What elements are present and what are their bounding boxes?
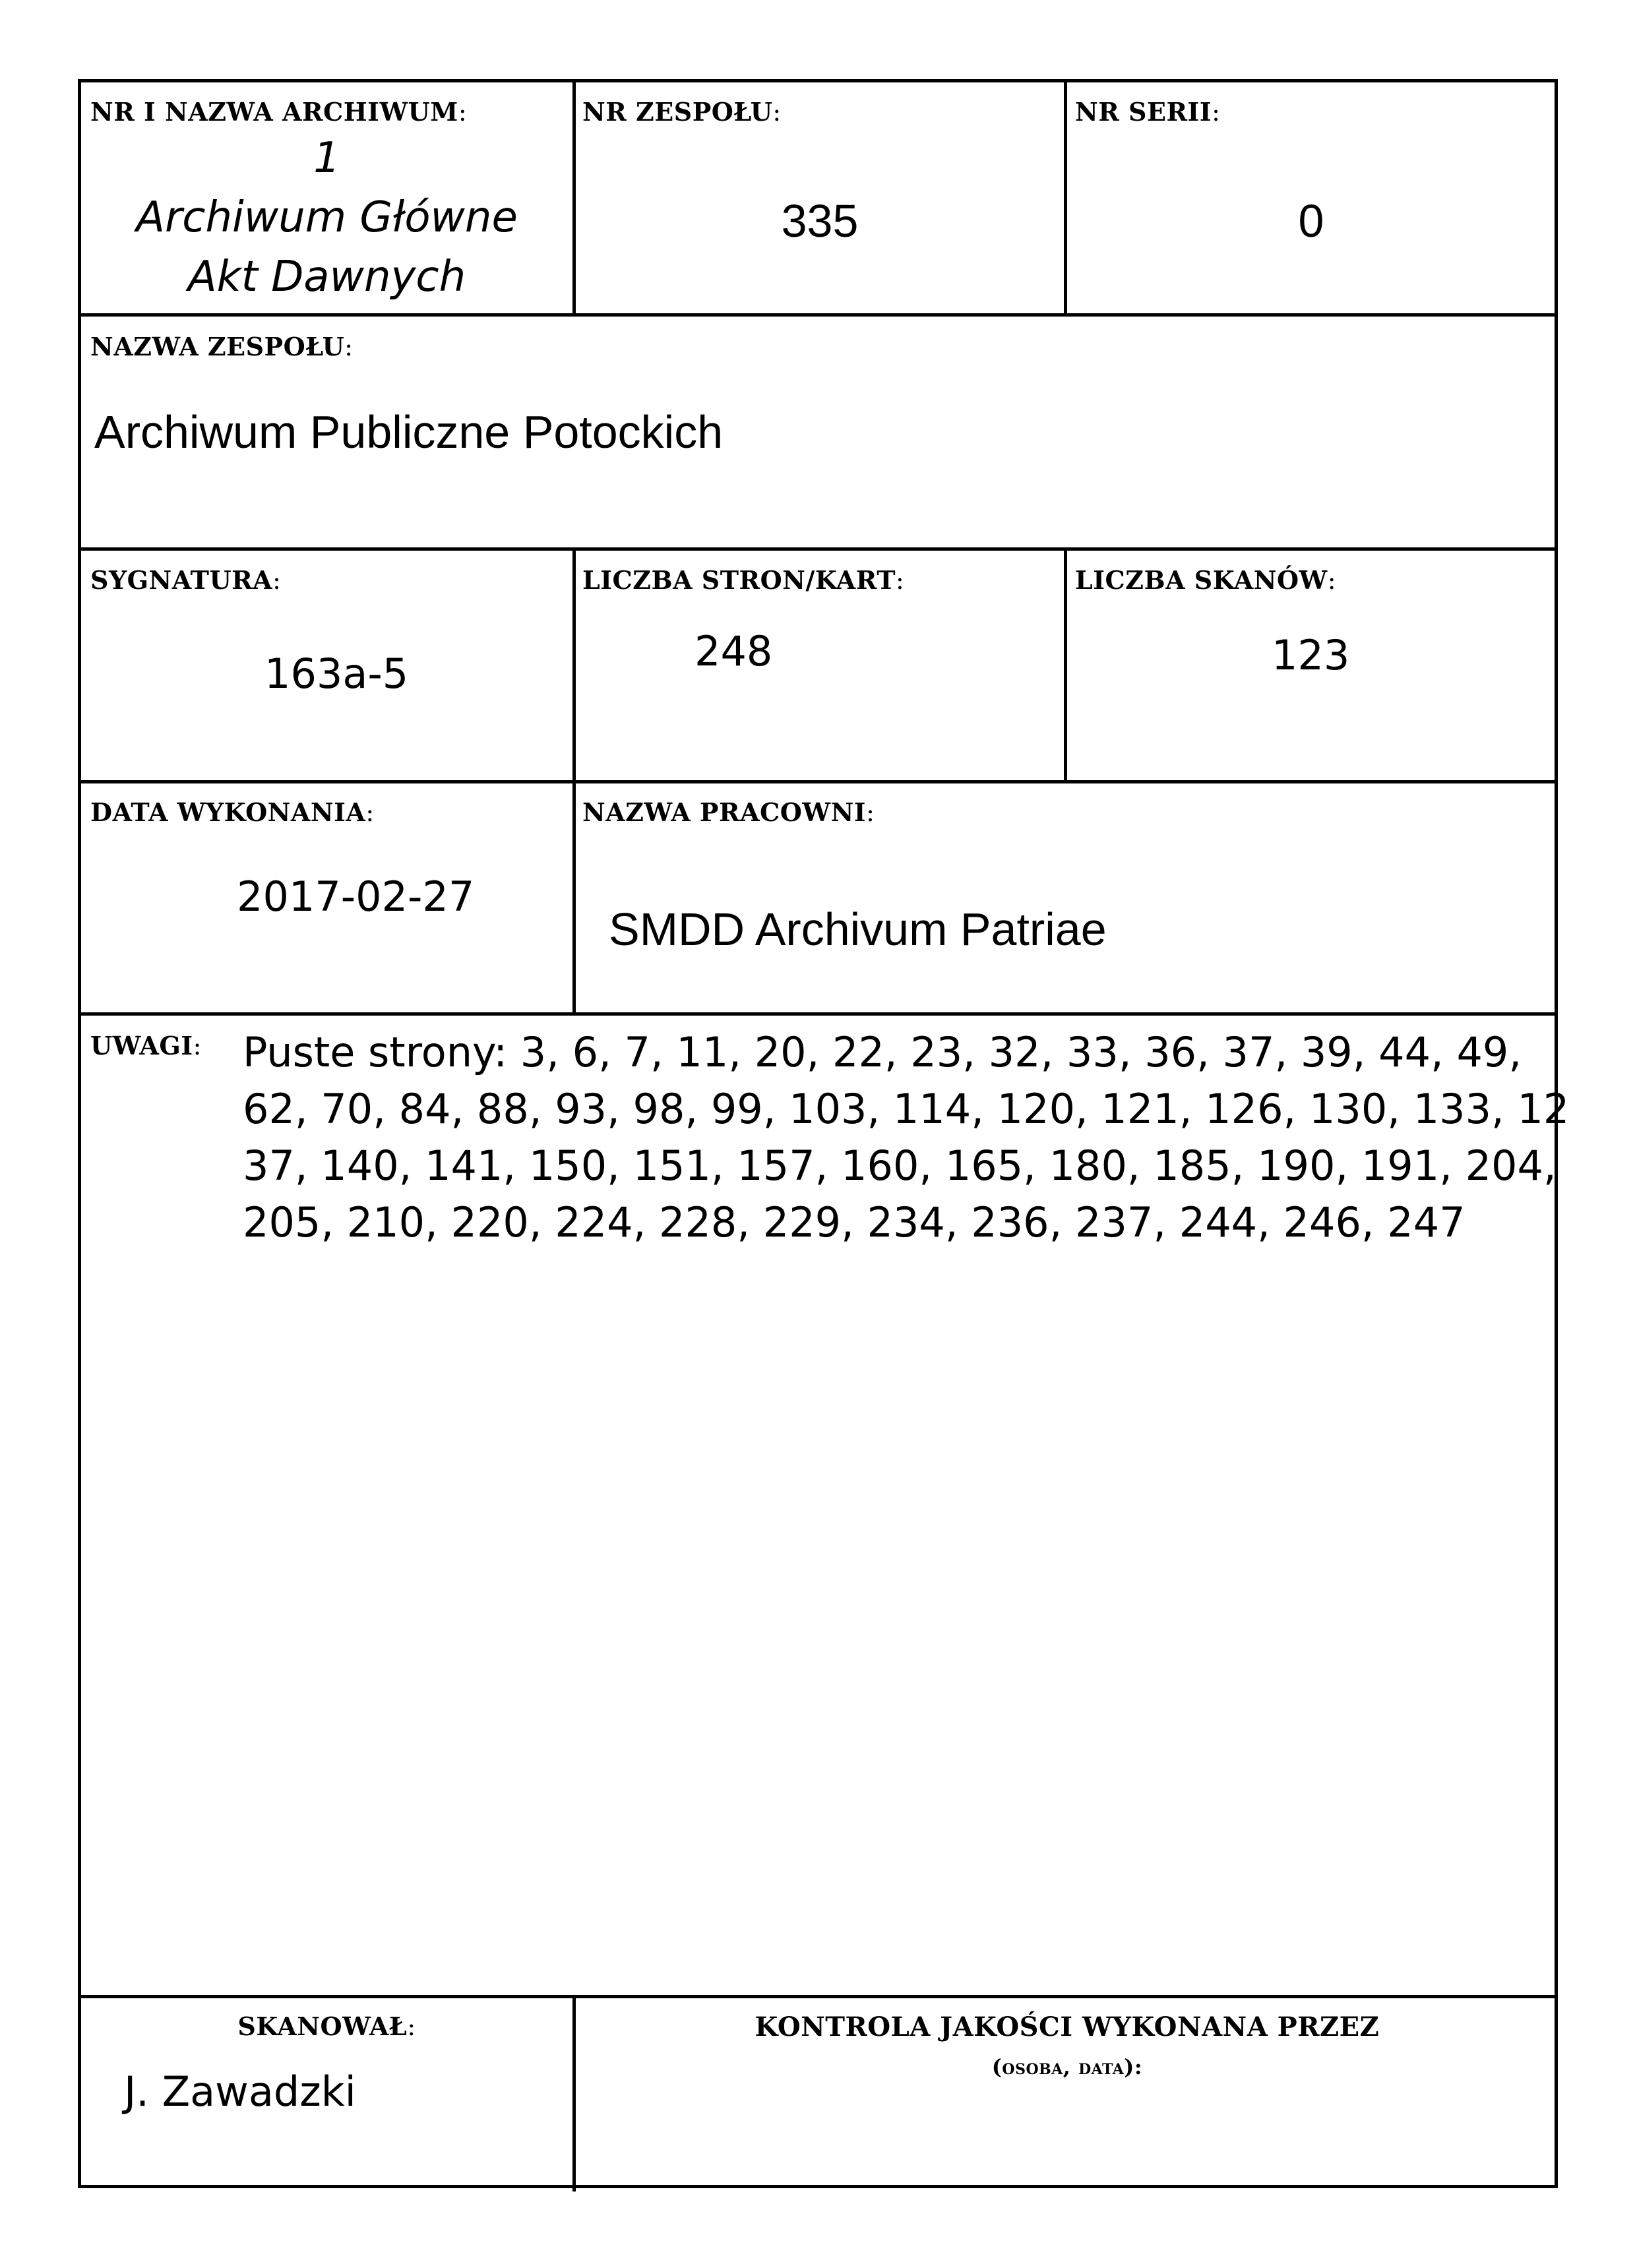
series-number-label-text: NR SERII	[1075, 97, 1212, 127]
notes-line: Puste strony: 3, 6, 7, 11, 20, 22, 23, 32, 33, 36, 37, 39, 44, 49,	[243, 1028, 1522, 1076]
studio-label-text: NAZWA PRACOWNI	[582, 797, 867, 827]
scans-count-value: 123	[1272, 631, 1350, 679]
colon: :	[1212, 98, 1221, 127]
pages-count-value: 248	[694, 627, 773, 675]
colon: :	[407, 2012, 416, 2041]
scanned-by-label-text: SKANOWAŁ	[237, 2011, 408, 2041]
colon: :	[193, 1031, 202, 1060]
fonds-name-value: Archiwum Publiczne Potockich	[94, 406, 724, 458]
row-divider-4	[81, 1012, 1555, 1016]
colon: :	[458, 98, 468, 127]
colon: :	[1327, 566, 1337, 595]
row-divider-3	[81, 780, 1555, 783]
quality-control-sublabel: (osoba, data):	[991, 2054, 1143, 2079]
signature-value: 163a-5	[264, 650, 409, 698]
signature-label	[90, 565, 281, 595]
col-divider-r4	[572, 780, 576, 1012]
scans-count-label-text: LICZBA SKANÓW	[1075, 565, 1328, 595]
fonds-name-label-text: NAZWA ZESPOŁU	[90, 332, 345, 361]
archive-label-text: NR I NAZWA ARCHIWUM	[90, 97, 458, 127]
fonds-number-label-text: NR ZESPOŁU	[582, 97, 773, 127]
notes-line: 205, 210, 220, 224, 228, 229, 234, 236, 237, 244, 246, 247	[243, 1198, 1465, 1246]
archive-name-line-1: Archiwum Główne	[136, 193, 518, 242]
scans-count-label	[1075, 565, 1336, 595]
colon: :	[866, 798, 875, 827]
notes-value	[243, 1024, 1569, 1251]
metadata-form	[78, 79, 1570, 2188]
fonds-number-value: 335	[781, 195, 859, 247]
notes-label	[90, 1031, 202, 1060]
archive-name-line-2: Akt Dawnych	[187, 253, 466, 301]
fonds-number-label	[582, 97, 782, 127]
pages-count-label-text: LICZBA STRON/KART	[582, 565, 896, 595]
archive-number: 1	[313, 134, 340, 183]
colon: :	[344, 332, 354, 361]
series-number-value: 0	[1298, 195, 1324, 247]
date-label	[90, 797, 375, 827]
colon: :	[365, 798, 375, 827]
date-label-text: DATA WYKONANIA	[90, 797, 366, 827]
date-value: 2017-02-27	[237, 873, 475, 921]
colon: :	[895, 566, 905, 595]
row-divider-2	[81, 547, 1555, 551]
scanned-by-label	[81, 2011, 572, 2041]
colon: :	[772, 98, 782, 127]
notes-line: 62, 70, 84, 88, 93, 98, 99, 103, 114, 120, 121, 126, 130, 133, 12	[243, 1085, 1570, 1133]
row-divider-5	[81, 1995, 1555, 1998]
notes-line: 37, 140, 141, 150, 151, 157, 160, 165, 180, 185, 190, 191, 204,	[243, 1142, 1557, 1190]
studio-label	[582, 797, 875, 827]
archive-label	[90, 97, 467, 127]
quality-control-label: KONTROLA JAKOŚCI WYKONANA PRZEZ	[755, 2011, 1380, 2042]
col-divider-r3a	[572, 547, 576, 780]
notes-label-text: UWAGI	[90, 1031, 193, 1060]
signature-label-text: SYGNATURA	[90, 565, 273, 595]
studio-value: SMDD Archivum Patriae	[609, 904, 1107, 955]
pages-count-label	[582, 565, 904, 595]
col-divider-r3b	[1064, 547, 1067, 780]
row-divider-1	[81, 313, 1555, 317]
scanned-by-value: J. Zawadzki	[124, 2068, 356, 2116]
colon: :	[272, 566, 282, 595]
series-number-label	[1075, 97, 1220, 127]
fonds-name-label	[90, 332, 354, 361]
